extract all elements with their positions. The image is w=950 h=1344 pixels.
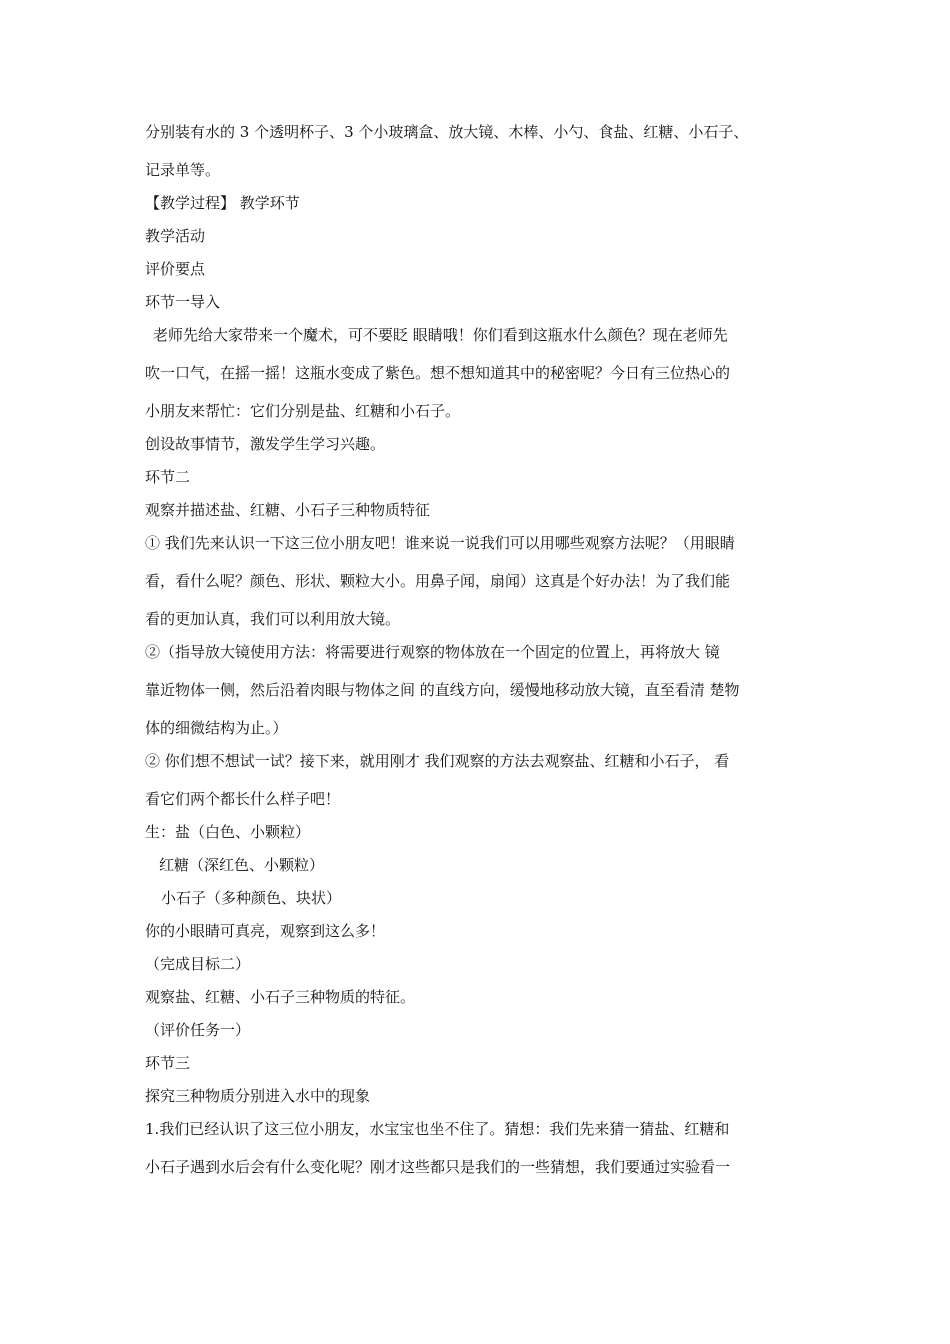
text-line: 生：盐（白色、小颗粒）	[145, 823, 311, 841]
text-line: 观察盐、红糖、小石子三种物质的特征。	[145, 988, 416, 1006]
text-line: ② 你们想不想试一试？接下来，就用刚才 我们观察的方法去观察盐、红糖和小石子， 看	[145, 752, 730, 770]
text-line: 创设故事情节，激发学生学习兴趣。	[145, 435, 386, 453]
text-line: 老师先给大家带来一个魔术，可不要眨 眼睛哦！你们看到这瓶水什么颜色？现在老师先	[153, 326, 728, 344]
text-line: 看的更加认真，我们可以利用放大镜。	[145, 610, 401, 628]
text-line: 环节二	[145, 468, 191, 486]
text-line: 小石子遇到水后会有什么变化呢？刚才这些都只是我们的一些猜想，我们要通过实验看一	[145, 1158, 731, 1176]
text-line: 环节一导入	[145, 293, 221, 311]
text-line: 小石子（多种颜色、块状）	[161, 889, 342, 907]
text-line: ① 我们先来认识一下这三位小朋友吧！谁来说一说我们可以用哪些观察方法呢？（用眼睛	[145, 534, 735, 552]
text-line: 吹一口气，在摇一摇！这瓶水变成了紫色。想不想知道其中的秘密呢？今日有三位热心的	[145, 364, 731, 382]
text-line: （评价任务一）	[145, 1021, 251, 1039]
text-line: 教学活动	[145, 227, 206, 245]
text-line: 1.我们已经认识了这三位小朋友，水宝宝也坐不住了。猜想：我们先来猜一猜盐、红糖和	[145, 1120, 730, 1138]
text-line: （完成目标二）	[145, 955, 251, 973]
text-line: 观察并描述盐、红糖、小石子三种物质特征	[145, 501, 431, 519]
text-line: 红糖（深红色、小颗粒）	[159, 856, 325, 874]
text-line: 评价要点	[145, 260, 206, 278]
text-line: 小朋友来帮忙：它们分别是盐、红糖和小石子。	[145, 402, 461, 420]
text-line: 看，看什么呢？颜色、形状、颗粒大小。用鼻子闻，扇闻）这真是个好办法！为了我们能	[145, 572, 731, 590]
text-line: 你的小眼睛可真亮，观察到这么多！	[145, 922, 386, 940]
text-line: ②（指导放大镜使用方法：将需要进行观察的物体放在一个固定的位置上，再将放大 镜	[145, 643, 720, 661]
text-line: 探究三种物质分别进入水中的现象	[145, 1087, 371, 1105]
text-line: 环节三	[145, 1054, 191, 1072]
document-body	[145, 122, 825, 1177]
text-line: 记录单等。	[145, 161, 221, 179]
text-line: 靠近物体一侧，然后沿着肉眼与物体之间 的直线方向，缓慢地移动放大镜，直至看清 楚物	[145, 681, 740, 699]
text-line: 体的细微结构为止。）	[145, 719, 288, 737]
text-line: 【教学过程】 教学环节	[145, 194, 300, 212]
text-line: 分别装有水的 3 个透明杯子、3 个小玻璃盒、放大镜、木棒、小勺、食盐、红糖、小石子、	[145, 123, 749, 141]
text-line: 看它们两个都长什么样子吧！	[145, 790, 341, 808]
